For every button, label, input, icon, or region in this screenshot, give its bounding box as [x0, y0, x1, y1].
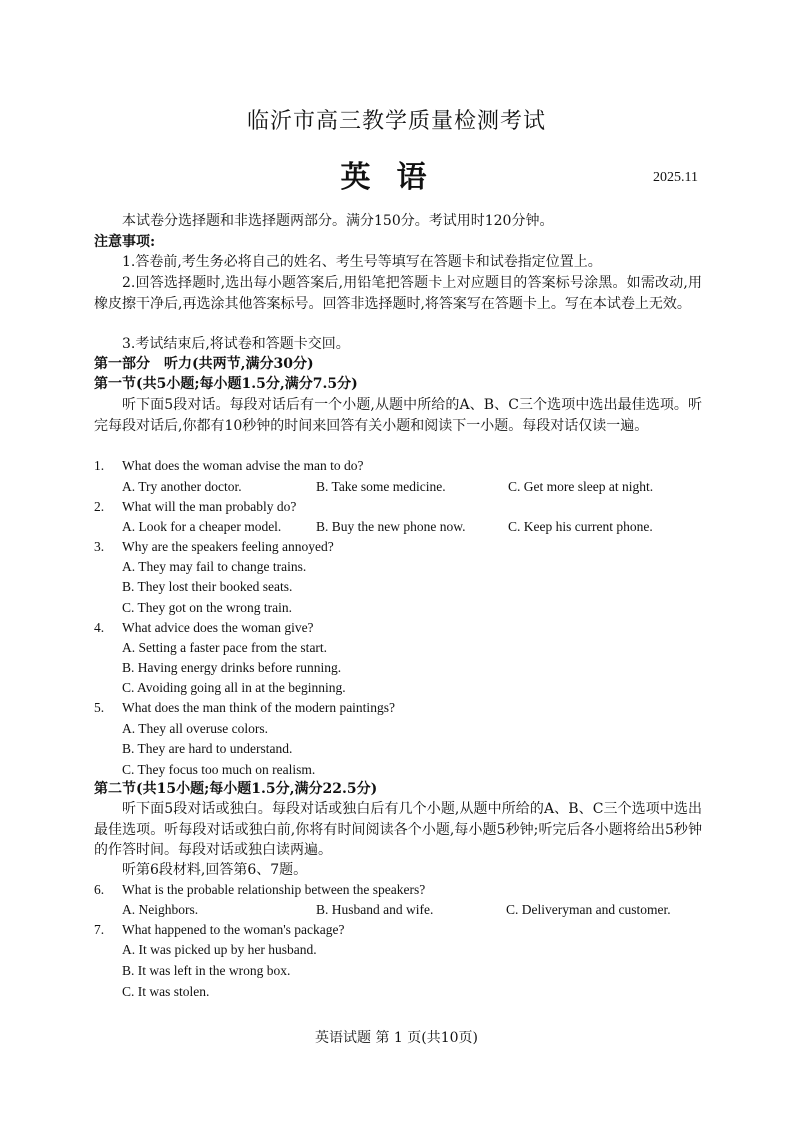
question-2	[94, 497, 296, 517]
part1-heading: 第一部分 听力(共两节,满分30分)	[94, 356, 314, 372]
q3-option-c: C. They got on the wrong train.	[122, 600, 292, 615]
question-3	[94, 537, 334, 557]
question-number: 6.	[94, 882, 105, 897]
section1-instructions: 听下面5段对话。每段对话后有一个小题,从题中所给的A、B、C三个选项中选出最佳选项。听完每段对话后,你都有10秒钟的时间来回答有关小题和阅读下一小题。每段对话仅读一遍。	[94, 397, 702, 434]
question-text: Why are the speakers feeling annoyed?	[122, 539, 334, 554]
q2-option-c: C. Keep his current phone.	[508, 519, 653, 534]
q1-option-a: A. Try another doctor.	[122, 479, 242, 494]
question-text: What is the probable relationship between the speakers?	[122, 882, 426, 897]
page-footer: 英语试题 第 1 页(共10页)	[315, 1030, 478, 1046]
intro-text: 本试卷分选择题和非选择题两部分。满分150分。考试用时120分钟。	[122, 213, 554, 229]
q7-option-c: C. It was stolen.	[122, 984, 210, 999]
q5-option-b: B. They are hard to understand.	[122, 741, 293, 756]
exam-date: 2025.11	[653, 170, 698, 185]
question-4	[94, 618, 314, 638]
q6-option-b: B. Husband and wife.	[316, 902, 434, 917]
question-text: What does the man think of the modern paintings?	[122, 700, 395, 715]
q1-option-b: B. Take some medicine.	[316, 479, 446, 494]
q1-option-c: C. Get more sleep at night.	[508, 479, 654, 494]
question-1	[94, 456, 363, 476]
question-number: 3.	[94, 539, 105, 554]
question-text: What advice does the woman give?	[122, 620, 314, 635]
question-text: What does the woman advise the man to do?	[122, 458, 364, 473]
q6-option-a: A. Neighbors.	[122, 902, 199, 917]
notes-item-1: 1.答卷前,考生务必将自己的姓名、考生号等填写在答题卡和试卷指定位置上。	[122, 254, 602, 270]
question-6	[94, 880, 425, 900]
q4-option-c: C. Avoiding going all in at the beginning.	[122, 680, 346, 695]
q6-option-c: C. Deliveryman and customer.	[506, 902, 671, 917]
section2-instructions: 听下面5段对话或独白。每段对话或独白后有几个小题,从题中所给的A、B、C三个选项中选出最佳选项。听每段对话或独白前,你将有时间阅读各个小题,每小题5秒钟;听完后各小题将给出5秒钟的作答时间。每段对话或独白读两遍。	[94, 801, 702, 858]
notes-heading: 注意事项:	[94, 234, 156, 250]
question-number: 1.	[94, 458, 105, 473]
q4-option-b: B. Having energy drinks before running.	[122, 660, 342, 675]
question-text: What will the man probably do?	[122, 499, 297, 514]
question-number: 7.	[94, 922, 105, 937]
q5-option-c: C. They focus too much on realism.	[122, 762, 316, 777]
question-number: 4.	[94, 620, 105, 635]
section1-heading: 第一节(共5小题;每小题1.5分,满分7.5分)	[94, 376, 358, 392]
q5-option-a: A. They all overuse colors.	[122, 721, 268, 736]
question-5	[94, 698, 395, 718]
q7-option-b: B. It was left in the wrong box.	[122, 963, 291, 978]
question-text: What happened to the woman's package?	[122, 922, 345, 937]
q3-option-a: A. They may fail to change trains.	[122, 559, 307, 574]
subject-title: 英语	[340, 160, 453, 195]
q2-option-b: B. Buy the new phone now.	[316, 519, 466, 534]
question-number: 2.	[94, 499, 105, 514]
q3-option-b: B. They lost their booked seats.	[122, 579, 293, 594]
material-note: 听第6段材料,回答第6、7题。	[122, 862, 308, 878]
section2-heading: 第二节(共15小题;每小题1.5分,满分22.5分)	[94, 781, 378, 797]
exam-title: 临沂市高三教学质量检测考试	[246, 109, 546, 134]
question-7	[94, 920, 344, 940]
notes-item-2: 2.回答选择题时,选出每小题答案后,用铅笔把答题卡上对应题目的答案标号涂黑。如需改动,用橡皮擦干净后,再选涂其他答案标号。回答非选择题时,将答案写在答题卡上。写在本试卷上无效。	[94, 275, 702, 312]
q7-option-a: A. It was picked up by her husband.	[122, 942, 317, 957]
question-number: 5.	[94, 700, 105, 715]
q2-option-a: A. Look for a cheaper model.	[122, 519, 282, 534]
notes-item-3: 3.考试结束后,将试卷和答题卡交回。	[122, 336, 350, 352]
q4-option-a: A. Setting a faster pace from the start.	[122, 640, 328, 655]
